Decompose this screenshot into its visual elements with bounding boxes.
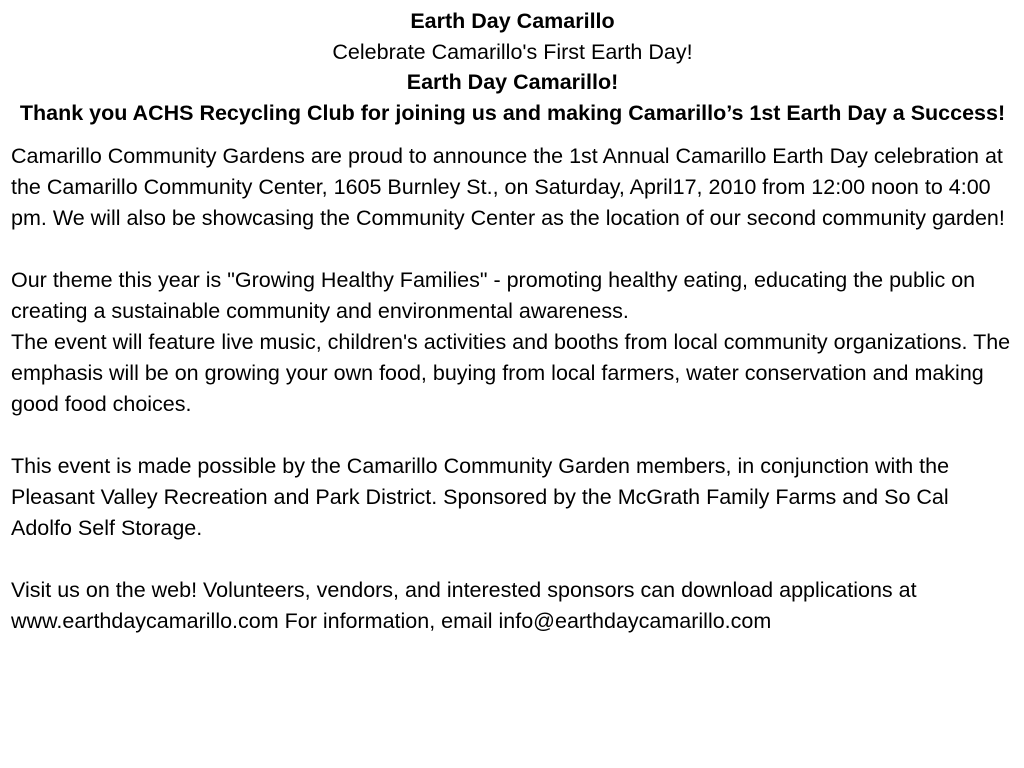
thank-you-message: Thank you ACHS Recycling Club for joining us and making Camarillo’s 1st Earth Day a Success! <box>19 100 1006 125</box>
theme-paragraph: Our theme this year is "Growing Healthy Families" - promoting healthy eating, educating the public on creating a sustainable community and environmental awareness. <box>11 268 976 323</box>
paragraph-spacer <box>11 420 1014 451</box>
sponsors-paragraph: This event is made possible by the Camarillo Community Garden members, in conjunction with the Pleasant Valley Recreation and Park District. Sponsored by the McGrath Family Farms and So Cal Adolfo Self Storage. <box>11 454 950 540</box>
page-title: Earth Day Camarillo <box>410 9 615 33</box>
page-subtitle: Celebrate Camarillo's First Earth Day! <box>332 39 693 64</box>
announcement-paragraph: Camarillo Community Gardens are proud to announce the 1st Annual Camarillo Earth Day celebration at the Camarillo Community Center, 1605 Burnley St., on Saturday, April17, 2010 from 12:00 noon to 4:00 pm. We will also be showcasing the Community Center as the location of our second community garden! <box>11 144 1005 230</box>
features-paragraph: The event will feature live music, children's activities and booths from local community organizations. The emphasis will be on growing your own food, buying from local farmers, water conservation and making good food choices. <box>11 330 1011 416</box>
secondary-title: Earth Day Camarillo! <box>406 70 619 94</box>
body-text <box>11 141 1014 637</box>
paragraph-spacer <box>11 234 1014 265</box>
paragraph-spacer <box>11 544 1014 575</box>
header <box>11 6 1014 128</box>
contact-paragraph: Visit us on the web! Volunteers, vendors, and interested sponsors can download applications at www.earthdaycamarillo.com For information, email info@earthdaycamarillo.com <box>11 578 917 633</box>
